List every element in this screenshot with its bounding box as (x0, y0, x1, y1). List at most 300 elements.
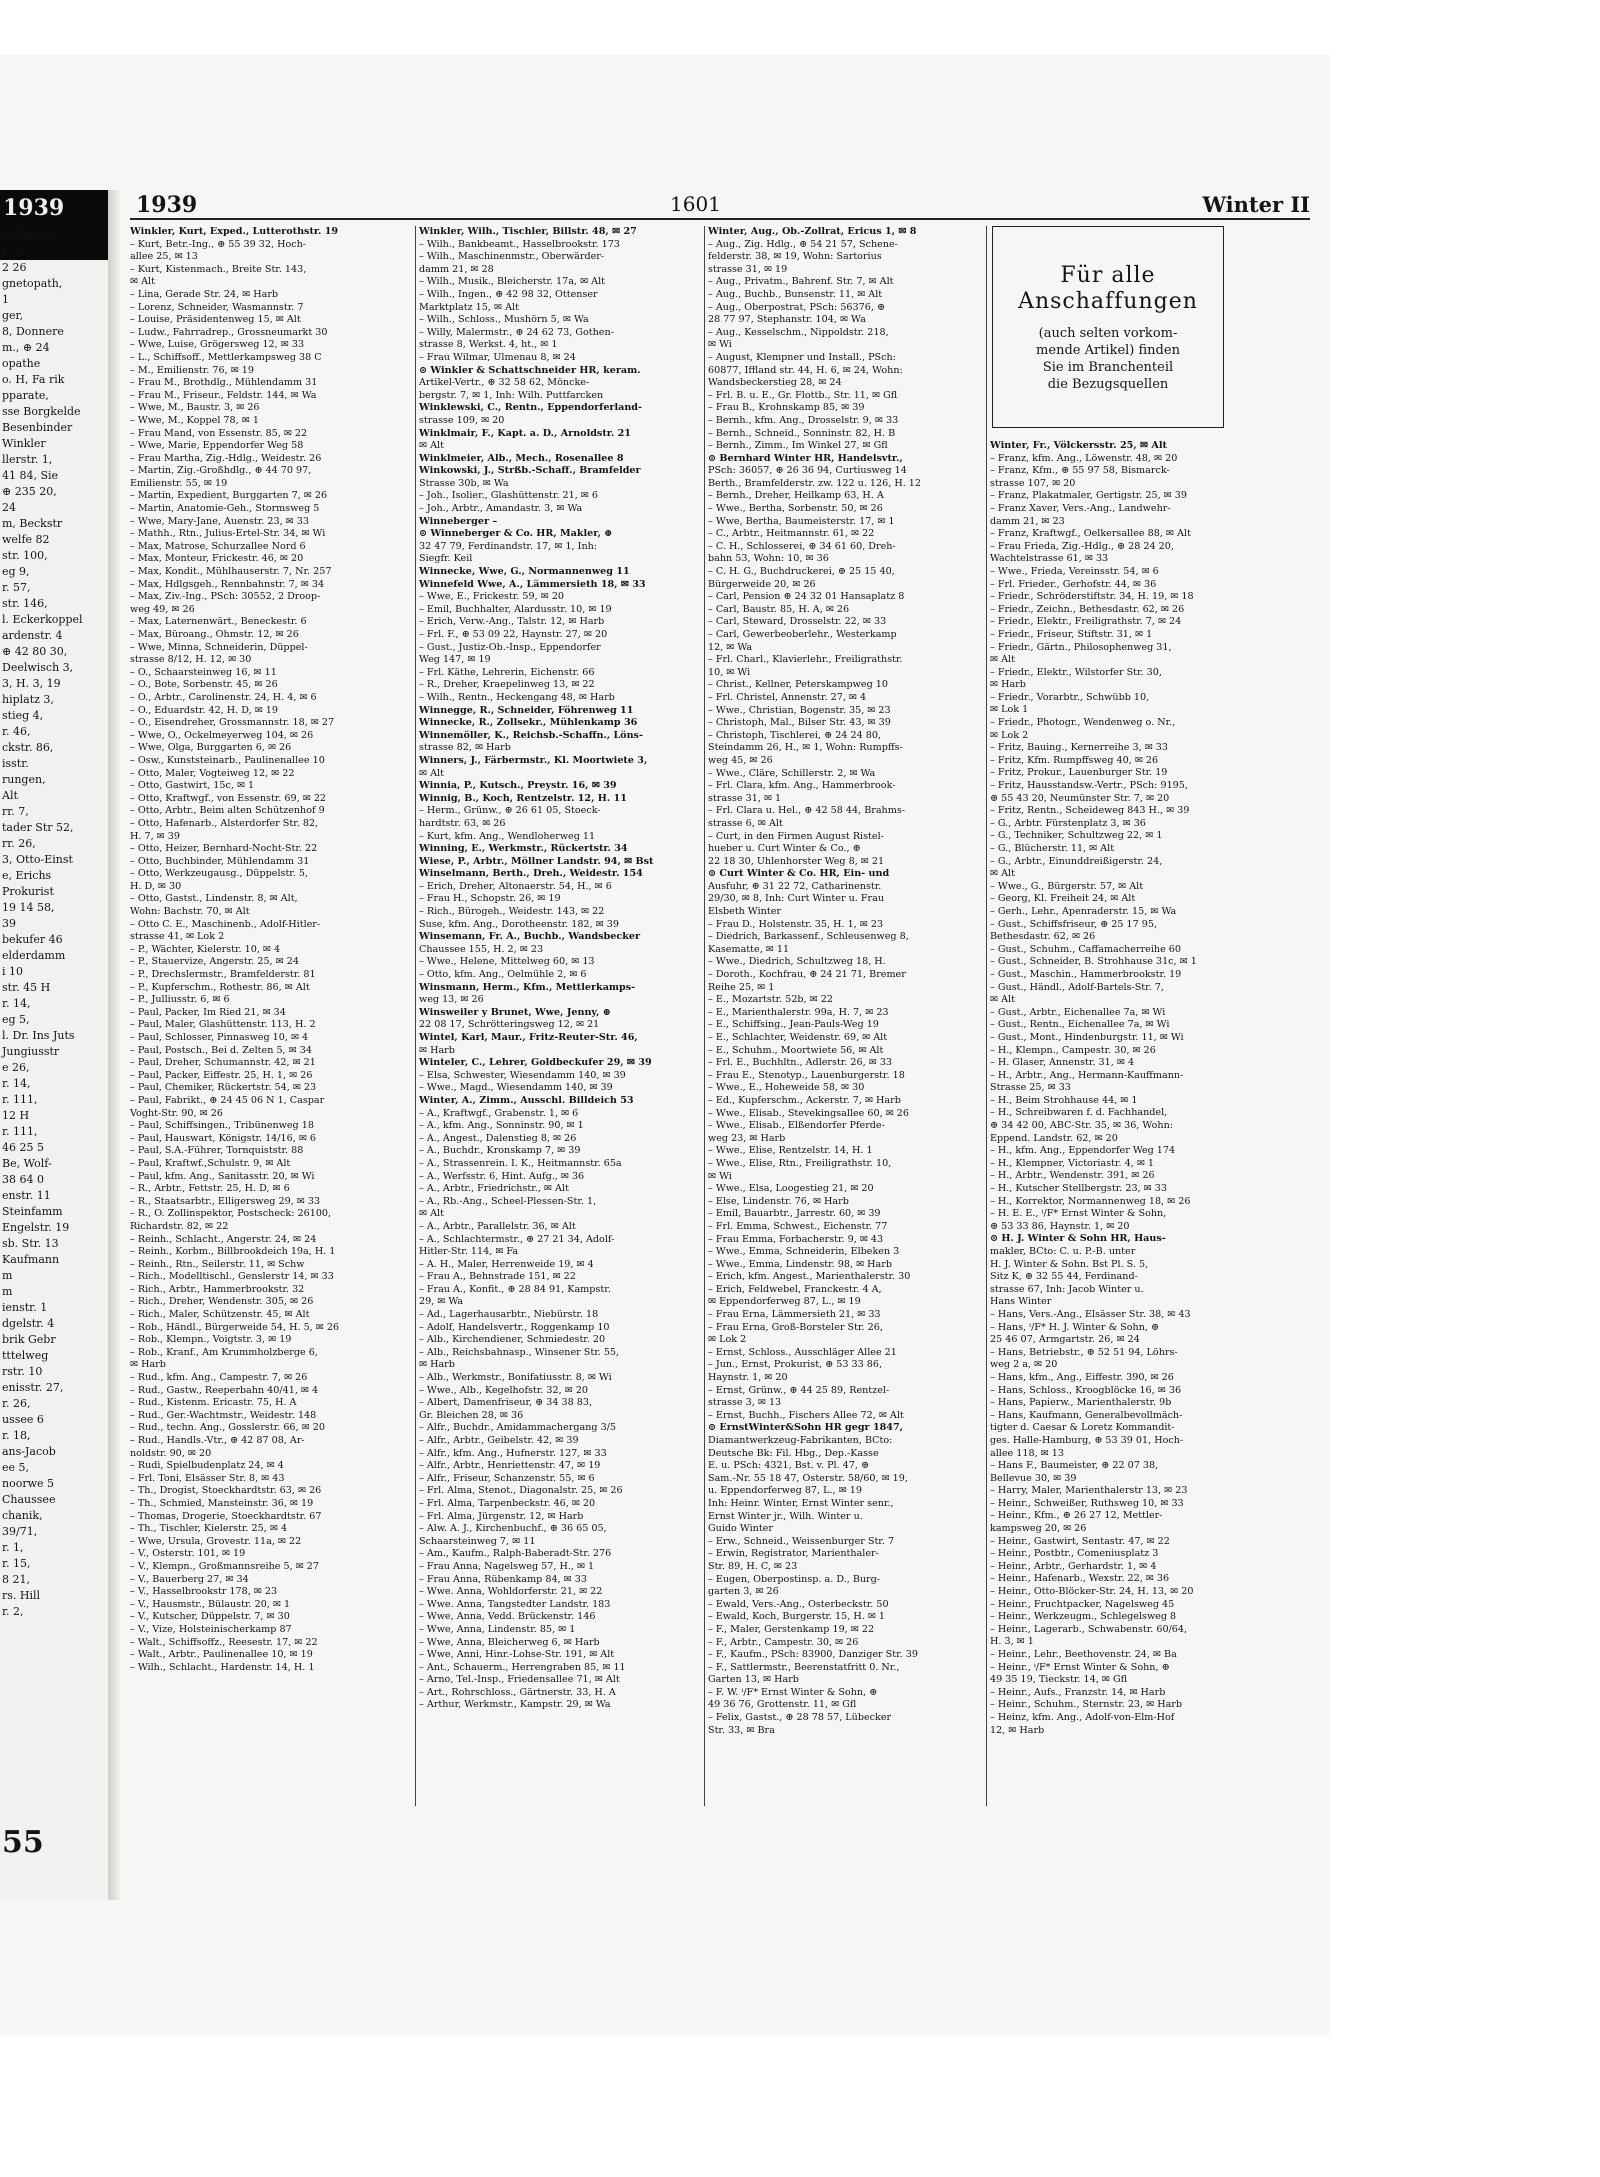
previous-page-line: m (2, 1285, 13, 1298)
directory-entry: – Max, Kondit., Mühlhauserstr. 7, Nr. 257 (130, 566, 332, 578)
directory-entry: – Wwe., Helene, Mittelweg 60, ✉ 13 (419, 956, 595, 968)
previous-page-line: tttelweg (2, 1349, 49, 1362)
directory-entry: Winteler, C., Lehrer, Goldbeckufer 29, ✉ 39 (419, 1057, 652, 1069)
directory-entry: – M., Emilienstr. 76, ✉ 19 (130, 364, 254, 376)
directory-entry: – Arno, Tel.-Insp., Friedensallee 71, ✉ Alt (419, 1674, 620, 1686)
directory-entry: – A., Strassenrein. I. K., Heitmannstr. 65a (419, 1157, 622, 1169)
directory-entry: – Christ., Kellner, Peterskampweg 10 (708, 679, 888, 691)
directory-entry: – Wwe., Emma, Schneiderin, Elbeken 3 (708, 1246, 900, 1258)
directory-entry: – Hans, Papierw., Marienthalerstr. 9b (990, 1397, 1172, 1409)
directory-entry: – P., Drechslermstr., Bramfelderstr. 81 (130, 969, 316, 981)
directory-entry: – Friedr., Vorarbtr., Schwübb 10, (990, 691, 1150, 703)
directory-entry: strasse 8/12, H. 12, ✉ 30 (130, 654, 252, 666)
directory-entry: – Louise, Präsidentenweg 15, ✉ Alt (130, 314, 301, 326)
directory-entry: – Frl. Käthe, Lehrerin, Eichenstr. 66 (419, 666, 595, 678)
directory-entry: 29/30, ✉ 8, Inh: Curt Winter u. Frau (708, 893, 885, 905)
previous-page-line: r. 26, (2, 1397, 31, 1410)
directory-entry: Marktplatz 15, ✉ Alt (419, 301, 519, 313)
previous-page-line: sb. Str. 13 (2, 1237, 59, 1250)
directory-entry: – H., Klempn., Campestr. 30, ✉ 26 (990, 1044, 1156, 1056)
directory-entry: – A., Rb.-Ang., Scheel-Plessen-Str. 1, (419, 1195, 597, 1207)
directory-entry: – Carl, Baustr. 85, H. A, ✉ 26 (708, 603, 850, 615)
directory-column-1 (130, 226, 412, 1806)
directory-entry: Strasse 30b, ✉ Wa (419, 477, 509, 489)
previous-page-line: 41 84, Sie (2, 469, 59, 482)
directory-entry: – F., Maler, Gerstenkamp 19, ✉ 22 (708, 1623, 875, 1635)
directory-entry: – Bernh., Zimm., Im Winkel 27, ✉ Gfl (708, 440, 888, 452)
directory-entry: – Heinr., Werkzeugm., Schlegelsweg 8 (990, 1611, 1177, 1623)
directory-entry: Winkler, Wilh., Tischler, Billstr. 48, ✉ 27 (419, 226, 637, 237)
directory-entry: Elsbeth Winter (708, 906, 781, 918)
directory-entry: – Hans, Kaufmann, Generalbevollmäch- (990, 1409, 1183, 1421)
directory-entry: – Friedr., Elektr., Freiligrathstr. 7, ✉ 24 (990, 616, 1182, 628)
directory-entry: – A., kfm. Ang., Sonninstr. 90, ✉ 1 (419, 1120, 584, 1132)
directory-entry: Winneberger – (419, 515, 498, 527)
directory-entry: – Frau Erna, Lämmersieth 21, ✉ 33 (708, 1309, 881, 1321)
directory-entry: Berth., Bramfelderstr. zw. 122 u. 126, H. 12 (708, 477, 922, 489)
directory-entry: – Otto, kfm. Ang., Oelmühle 2, ✉ 6 (419, 969, 587, 981)
directory-entry: – Rob., Klempn., Voigtstr. 3, ✉ 19 (130, 1334, 292, 1346)
directory-entry: – P., Stauervize, Angerstr. 25, ✉ 24 (130, 956, 299, 968)
previous-page-line: r. 46, (2, 725, 31, 738)
directory-entry: – Frau E., Stenotyp., Lauenburgerstr. 18 (708, 1069, 905, 1081)
previous-page-line: ⊕ 235 20, (2, 485, 57, 498)
previous-page-line: eg 9, (2, 565, 30, 578)
directory-entry: – Heinr., Otto-Blöcker-Str. 24, H. 13, ✉ 20 (990, 1586, 1194, 1598)
directory-entry: – Wwe., Elisab., Stevekingsallee 60, ✉ 26 (708, 1107, 910, 1119)
previous-page-line: 12 H (2, 1109, 30, 1122)
previous-page-line: l. Dr. Ins Juts (2, 1029, 75, 1042)
directory-entry: – C., Arbtr., Heitmannstr. 61, ✉ 22 (708, 528, 875, 540)
directory-entry: – G., Blücherstr. 11, ✉ Alt (990, 843, 1115, 854)
directory-entry: 12, ✉ Wa (708, 641, 753, 653)
directory-entry: Winselmann, Berth., Dreh., Weidestr. 154 (419, 868, 643, 880)
directory-entry: – Wilh., Musik., Bleicherstr. 17a, ✉ Alt (419, 276, 606, 288)
previous-page-line: tader Str 52, (2, 821, 74, 834)
previous-page-line: eg 5, (2, 1013, 30, 1026)
directory-entry: Winsemann, Fr. A., Buchb., Wandsbecker (419, 931, 641, 943)
directory-entry: – Lina, Gerade Str. 24, ✉ Harb (130, 288, 279, 300)
directory-entry: – Paul, Packer, Eiffestr. 25, H. 1, ✉ 26 (130, 1069, 313, 1081)
directory-entry: – Frau H., Schopstr. 26, ✉ 19 (419, 893, 561, 905)
directory-entry: Winter, A., Zimm., Ausschl. Billdeich 53 (419, 1094, 634, 1106)
directory-entry: 28 77 97, Stephanstr. 104, ✉ Wa (708, 314, 866, 326)
directory-entry: – H., kfm. Ang., Eppendorfer Weg 174 (990, 1145, 1176, 1157)
directory-entry: – Willy, Malermstr., ⊕ 24 62 73, Gothen- (419, 326, 614, 338)
directory-entry: ✉ Lok 2 (990, 729, 1029, 741)
directory-entry: – Wwe., G., Bürgerstr. 57, ✉ Alt (990, 880, 1144, 892)
previous-page-line: m., ⊕ 24 (2, 341, 50, 354)
directory-entry: – Alb., Reichsbahnasp., Winsener Str. 55, (419, 1346, 620, 1358)
directory-entry: – Friedr., Photogr., Wendenweg o. Nr., (990, 717, 1176, 729)
previous-page-line: 2 26 (2, 261, 27, 274)
previous-page-line: str. 45 H (2, 981, 51, 994)
directory-entry: tigter d. Caesar & Loretz Kommandit- (990, 1422, 1175, 1434)
column-divider (415, 226, 416, 1806)
directory-entry: Str. 89, H. C, ✉ 23 (708, 1560, 798, 1572)
directory-entry: – Friedr., Schröderstiftstr. 34, H. 19, ✉ 18 (990, 591, 1194, 603)
directory-entry: – O., Eisendreher, Grossmannstr. 18, ✉ 27 (130, 717, 335, 729)
directory-entry: – Osw., Kunststeinarb., Paulinenallee 10 (130, 754, 325, 766)
previous-page-line: m, Beckstr (2, 517, 63, 530)
directory-entry: – Wilh., Ingen., ⊕ 42 98 32, Ottenser (419, 288, 598, 300)
directory-entry: – Hans, Betriebstr., ⊕ 52 51 94, Löhrs- (990, 1346, 1178, 1358)
directory-entry: – V., Klempn., Großmannsreihe 5, ✉ 27 (130, 1560, 319, 1572)
directory-entry: – Kurt, Kistenmach., Breite Str. 143, (130, 263, 307, 275)
directory-entry: ✉ Wi (708, 339, 732, 351)
directory-entry: – Wwe., Christian, Bogenstr. 35, ✉ 23 (708, 704, 891, 716)
directory-entry: Wohn: Bachstr. 70, ✉ Alt (130, 906, 250, 918)
previous-page-line: Alt (2, 789, 18, 802)
directory-entry: – Wwe., Elsa, Loogestieg 21, ✉ 20 (708, 1183, 874, 1195)
directory-entry: – Wwe., Diedrich, Schultzweg 18, H. (708, 956, 886, 968)
previous-page-line: r. 18, (2, 1429, 31, 1442)
directory-entry: – Paul, Dreher, Schumannstr. 42, ✉ 21 (130, 1057, 316, 1069)
directory-entry: ⊙ H. J. Winter & Sohn HR, Haus- (990, 1233, 1166, 1245)
directory-entry: – Joh., Isolier., Glashüttenstr. 21, ✉ 6 (419, 490, 598, 502)
directory-entry: Deutsche Bk: Fil. Hbg., Dep.-Kasse (708, 1447, 879, 1459)
directory-entry: strasse 41, ✉ Lok 2 (130, 931, 225, 943)
directory-entry: – Alfr., Arbtr., Henriettenstr. 47, ✉ 19 (419, 1460, 601, 1472)
directory-entry: – Frl. Christel, Annenstr. 27, ✉ 4 (708, 691, 867, 703)
directory-entry: – Otto, Gastwirt, 15c, ✉ 1 (130, 780, 255, 792)
previous-page-line: l. Eckerkoppel (2, 613, 83, 626)
directory-entry: Sitz K, ⊕ 32 55 44, Ferdinand- (990, 1271, 1138, 1283)
directory-entry: – Heinr., Schuhm., Sternstr. 23, ✉ Harb (990, 1699, 1183, 1711)
directory-entry: – Wilh., Maschinenmstr., Oberwärder- (419, 251, 605, 263)
directory-entry: – Friedr., Elektr., Wilstorfer Str. 30, (990, 666, 1162, 678)
directory-entry: – Albert, Damenfriseur, ⊕ 34 38 83, (419, 1397, 593, 1409)
directory-entry: Gr. Bleichen 28, ✉ 36 (419, 1409, 524, 1421)
directory-entry: – Else, Lindenstr. 76, ✉ Harb (708, 1195, 849, 1207)
advert-title-line: Anschaffungen (1018, 289, 1198, 314)
directory-entry: – Martin, Anatomie-Geh., Stormsweg 5 (130, 503, 320, 515)
directory-entry: Str. 33, ✉ Bra (708, 1724, 775, 1736)
directory-entry: – Paul, Kraftwf.,Schulstr. 9, ✉ Alt (130, 1157, 291, 1169)
directory-entry: – Frau A., Behnstrade 151, ✉ 22 (419, 1271, 576, 1283)
directory-entry: Garten 13, ✉ Harb (708, 1674, 799, 1686)
previous-page-line: rungen, (2, 773, 46, 786)
directory-entry: – Max, Matrose, Schurzallee Nord 6 (130, 540, 306, 552)
directory-entry: ⊙ Winkler & Schattschneider HR, keram. (419, 364, 641, 376)
directory-entry: – Th., Drogist, Stoeckhardtstr. 63, ✉ 26 (130, 1485, 322, 1497)
previous-page-line: r. 5c, (2, 245, 30, 258)
header-year: 1939 (136, 192, 198, 218)
directory-entry: Winter, Aug., Ob.-Zollrat, Ericus 1, ✉ 8 (708, 226, 917, 237)
directory-entry: – Alw. A. J., Kirchenbuchf., ⊕ 36 65 05, (419, 1523, 607, 1535)
directory-entry: ✉ Alt (990, 868, 1015, 880)
directory-entry: Wintel, Karl, Maur., Fritz-Reuter-Str. 46, (419, 1032, 638, 1043)
directory-entry: – A., Angest., Dalenstieg 8, ✉ 26 (419, 1132, 577, 1144)
previous-page-line: r. 14, (2, 1077, 31, 1090)
directory-entry: – Mathh., Rtn., Julius-Ertel-Str. 34, ✉ Wi (130, 528, 326, 540)
directory-entry: – Frl. Frieder., Gerhofstr. 44, ✉ 36 (990, 578, 1157, 590)
directory-entry: – Rob., Händl., Bürgerweide 54, H. 5, ✉ 26 (130, 1321, 340, 1333)
previous-page-line: r. 15, (2, 1557, 31, 1570)
directory-entry: – Otto, Kraftwgf., von Essenstr. 69, ✉ 22 (130, 792, 327, 804)
directory-entry: – Rich., Bürogeh., Weidestr. 143, ✉ 22 (419, 906, 605, 918)
directory-entry: – Frau B., Krohnskamp 85, ✉ 39 (708, 402, 865, 414)
directory-entry: – Franz Xaver, Vers.-Ang., Landwehr- (990, 502, 1171, 514)
directory-entry: ⊕ 53 33 86, Haynstr. 1, ✉ 20 (990, 1220, 1130, 1232)
directory-entry: – Otto, Maler, Vogteiweg 12, ✉ 22 (130, 767, 295, 779)
directory-entry: – Heinz, kfm. Ang., Adolf-von-Elm-Hof (990, 1711, 1175, 1723)
directory-entry: – Adolf, Handelsvertr., Roggenkamp 10 (419, 1321, 610, 1333)
directory-entry: – Erich, kfm. Angest., Marienthalerstr. 30 (708, 1271, 911, 1283)
previous-page-line: 3, Otto-Einst (2, 853, 73, 866)
previous-page-line: 38 64 0 (2, 1173, 44, 1186)
directory-entry: – Max, Hdlgsgeh., Rennbahnstr. 7, ✉ 34 (130, 578, 325, 590)
directory-entry: – Frau M., Brothdlg., Mühlendamm 31 (130, 377, 318, 389)
directory-entry: – Rich., Dreher, Wendenstr. 305, ✉ 26 (130, 1296, 314, 1308)
previous-page-line: brik Gebr (2, 1333, 56, 1346)
directory-entry: – Elsa, Schwester, Wiesendamm 140, ✉ 39 (419, 1069, 626, 1081)
directory-entry: – Reinh., Korbm., Billbrookdeich 19a, H. 1 (130, 1246, 336, 1258)
directory-entry: – Carl, Gewerbeoberlehr., Westerkamp (708, 629, 897, 640)
previous-page-line: ee 5, (2, 1461, 30, 1474)
advert-box (992, 226, 1224, 428)
directory-entry: – Ant., Schauerm., Herrengraben 85, ✉ 11 (419, 1661, 626, 1673)
directory-entry: – Rich., Maler, Schützenstr. 45, ✉ Alt (130, 1309, 310, 1321)
directory-entry: – V., Hasselbrookstr 178, ✉ 23 (130, 1586, 278, 1598)
previous-page-line: e, Erichs (2, 869, 52, 882)
directory-entry: – Gust., Maschin., Hammerbrookstr. 19 (990, 968, 1182, 980)
directory-entry: – Walt., Arbtr., Paulinenallee 10, ✉ 19 (130, 1649, 313, 1661)
directory-entry: – Otto, Heizer, Bernhard-Nocht-Str. 22 (130, 843, 318, 855)
directory-entry: – H. E. E., ⁱ/F* Ernst Winter & Sohn, (990, 1208, 1167, 1220)
previous-page-line: llerstr. 1, (2, 453, 53, 466)
directory-entry: – Frl. Toni, Elsässer Str. 8, ✉ 43 (130, 1472, 285, 1484)
page-gutter (108, 190, 120, 1900)
directory-entry: ✉ Alt (990, 994, 1015, 1006)
directory-entry: – Frau Frieda, Zig.-Hdlg., ⊕ 28 24 20, (990, 540, 1174, 552)
directory-entry: – Wwe, M., Baustr. 3, ✉ 26 (130, 402, 260, 414)
directory-entry: – V., Osterstr. 101, ✉ 19 (130, 1548, 246, 1560)
directory-entry: Winnecke, R., Zollsekr., Mühlenkamp 36 (419, 717, 638, 729)
directory-entry: ges. Halle-Hamburg, ⊕ 53 39 01, Hoch- (990, 1434, 1184, 1446)
directory-entry: – Ad., Lagerhausarbtr., Niebürstr. 18 (419, 1309, 599, 1321)
directory-entry: – Wwe, Bertha, Baumeisterstr. 17, ✉ 1 (708, 515, 895, 527)
directory-entry: – Martin, Expedient, Burggarten 7, ✉ 26 (130, 490, 328, 502)
previous-page-line: enisstr. 27, (2, 1381, 64, 1394)
directory-entry: – V., Bauerberg 27, ✉ 34 (130, 1573, 249, 1585)
directory-entry: Weg 147, ✉ 19 (419, 654, 491, 666)
directory-entry: – Fritz, Kfm. Rumpffsweg 40, ✉ 26 (990, 754, 1159, 766)
directory-entry: – Emil, Bauarbtr., Jarrestr. 60, ✉ 39 (708, 1208, 881, 1220)
directory-entry: – Fritz, Prokur., Lauenburger Str. 19 (990, 767, 1168, 779)
directory-entry: Steindamm 26, H., ✉ 1, Wohn: Rumpffs- (708, 742, 903, 754)
directory-entry: – Paul, Fabrikt., ⊕ 24 45 06 N 1, Caspar (130, 1094, 325, 1106)
directory-entry: – Wwe., E., Hoheweide 58, ✉ 30 (708, 1082, 865, 1094)
directory-entry: – Paul, Chemiker, Rückertstr. 54, ✉ 23 (130, 1082, 317, 1094)
previous-page-line: ckstr. 86, (2, 741, 54, 754)
directory-entry: H. D, ✉ 30 (130, 880, 182, 892)
previous-page-line: ienstr. 1 (2, 1301, 48, 1314)
directory-entry: Strasse 25, ✉ 33 (990, 1082, 1071, 1094)
directory-entry: – Alfr., kfm. Ang., Hufnerstr. 127, ✉ 33 (419, 1447, 607, 1459)
directory-entry: – Heinr., Arbtr., Gerhardstr. 1, ✉ 4 (990, 1560, 1157, 1572)
directory-entry: – H., Arbtr., Wendenstr. 391, ✉ 26 (990, 1170, 1155, 1182)
directory-entry: Suse, kfm. Ang., Dorotheenstr. 182, ✉ 39 (419, 918, 619, 930)
directory-entry: – Rud., techn. Ang., Gosslerstr. 66, ✉ 20 (130, 1422, 325, 1434)
directory-entry: Guido Winter (708, 1523, 773, 1535)
directory-entry: Emilienstr. 55, ✉ 19 (130, 477, 228, 489)
directory-entry: – H., Kutscher Stellbergstr. 23, ✉ 33 (990, 1183, 1167, 1195)
directory-entry: ✉ Lok 2 (708, 1334, 747, 1346)
directory-entry: – Paul, kfm. Ang., Sanitasstr. 20, ✉ Wi (130, 1170, 315, 1182)
directory-entry: – Wwe, O., Ockelmeyerweg 104, ✉ 26 (130, 729, 314, 741)
directory-entry: 29, ✉ Wa (419, 1296, 464, 1308)
directory-entry: – H., Schreibwaren f. d. Fachhandel, (990, 1107, 1168, 1119)
directory-entry: – Bernh., Dreher, Heilkamp 63, H. A (708, 490, 884, 502)
directory-entry: – Erich, Feldwebel, Franckestr. 4 A, (708, 1283, 882, 1295)
directory-entry: – Ewald, Vers.-Ang., Osterbeckstr. 50 (708, 1598, 889, 1610)
previous-page-line: ⊕ 42 80 30, (2, 645, 68, 658)
directory-entry: 60877, Iffland str. 44, H. 6, ✉ 24, Wohn: (708, 364, 903, 376)
directory-entry: – Ernst, Buchh., Fischers Allee 72, ✉ Alt (708, 1409, 904, 1421)
directory-entry: – Fritz, Hausstandsw.-Vertr., PSch: 9195, (990, 780, 1188, 792)
directory-entry: hardtstr. 63, ✉ 26 (419, 817, 506, 829)
directory-entry: – Rud., Handls.-Vtr., ⊕ 42 87 08, Ar- (130, 1435, 305, 1446)
previous-page-line: r. 111, (2, 1125, 38, 1138)
directory-entry: Wiese, P., Arbtr., Möllner Landstr. 94, ✉ Bst (419, 855, 654, 867)
directory-entry: – Ernst, Schloss., Ausschläger Allee 21 (708, 1346, 897, 1358)
previous-page-line: sse Borgkelde (2, 405, 81, 418)
directory-entry: – Ewald, Koch, Burgerstr. 15, H. ✉ 1 (708, 1611, 886, 1623)
directory-entry: – A., Arbtr., Parallelstr. 36, ✉ Alt (419, 1220, 576, 1232)
previous-page-line: opathe (2, 357, 41, 370)
directory-entry: 22 08 17, Schrötteringsweg 12, ✉ 21 (419, 1019, 600, 1031)
directory-entry: – Rud., Kistenm. Ericastr. 75, H. A (130, 1397, 297, 1409)
directory-entry: strasse 31, ✉ 1 (708, 792, 782, 804)
directory-entry: – Gust., Justiz-Ob.-Insp., Eppendorfer (419, 641, 601, 653)
directory-entry: – Wilh., Schloss., Mushörn 5, ✉ Wa (419, 314, 589, 326)
directory-entry: – P., Julliusstr. 6, ✉ 6 (130, 994, 230, 1006)
directory-entry: ✉ Eppendorferweg 87, L., ✉ 19 (708, 1296, 861, 1308)
directory-entry: – Felix, Gastst., ⊕ 28 78 57, Lübecker (708, 1712, 892, 1724)
directory-entry: – V., Vize, Holsteinischerkamp 87 (130, 1623, 292, 1635)
directory-entry: – Herm., Grünw., ⊕ 26 61 05, Stoeck- (419, 805, 601, 817)
directory-entry: – Thomas, Drogerie, Stoeckhardtstr. 67 (130, 1510, 322, 1522)
directory-entry: – R., Arbtr., Fettstr. 25, H. D, ✉ 6 (130, 1183, 290, 1195)
directory-entry: – Joh., Arbtr., Amandastr. 3, ✉ Wa (419, 503, 583, 515)
previous-page-year: 1939 (3, 195, 65, 221)
previous-page-line: r. 57, (2, 581, 31, 594)
directory-entry: Reihe 25, ✉ 1 (708, 981, 775, 993)
directory-entry: – Frl. Alma, Stenot., Diagonalstr. 25, ✉ 26 (419, 1485, 623, 1497)
directory-entry: Ernst Winter jr., Wilh. Winter u. (708, 1510, 863, 1522)
previous-page-line: Be, Wolf- (2, 1157, 52, 1170)
previous-page-line: 46 25 5 (2, 1141, 44, 1154)
directory-entry: – C. H., Schlosserei, ⊕ 34 61 60, Dreh- (708, 540, 896, 552)
directory-entry: ✉ Harb (419, 1044, 455, 1056)
directory-entry: – H., Klempner, Victoriastr. 4, ✉ 1 (990, 1157, 1155, 1169)
directory-entry: weg 23, ✉ Harb (708, 1132, 786, 1144)
directory-entry: – Frl. Clara, kfm. Ang., Hammerbrook- (708, 780, 896, 792)
directory-entry: makler, BCto: C. u. P.-B. unter (990, 1246, 1136, 1257)
directory-entry: Artikel-Vertr., ⊕ 32 58 62, Mönckе- (419, 377, 590, 389)
directory-entry: – Franz, kfm. Ang., Löwenstr. 48, ✉ 20 (990, 452, 1178, 464)
directory-entry: – Friedr., Zeichn., Bethesdastr. 62, ✉ 26 (990, 603, 1185, 615)
previous-page-line: str. 146, (2, 597, 48, 610)
directory-entry: – Alfr., Friseur, Schanzenstr. 55, ✉ 6 (419, 1472, 595, 1484)
directory-column-2 (419, 226, 701, 1806)
directory-entry: – Rud., Gastw., Reeperbahn 40/41, ✉ 4 (130, 1384, 319, 1396)
directory-entry: – Frl. Charl., Klavierlehr., Freiligrathstr. (708, 654, 903, 666)
previous-page-line: 3, H. 3, 19 (2, 677, 61, 690)
directory-entry: weg 49, ✉ 26 (130, 603, 195, 615)
section-title: Winter II (1202, 192, 1310, 217)
header-rule (130, 218, 1310, 220)
directory-entry: – Heinr., Schweißer, Ruthsweg 10, ✉ 33 (990, 1497, 1184, 1509)
directory-entry: Winkler, Kurt, Exped., Lutterothstr. 19 (130, 226, 339, 237)
directory-entry: – Aug., Oberpostrat, PSch: 56376, ⊕ (708, 301, 885, 313)
directory-entry: – Alfr., Buchdr., Amidammachergang 3/5 (419, 1422, 617, 1434)
directory-entry: – Wwe, E., Frickestr. 59, ✉ 20 (419, 591, 565, 603)
directory-entry: – Wwe., Elisab., Elßendorfer Pferde- (708, 1120, 885, 1132)
advert-title-line: Für alle (1060, 263, 1156, 288)
directory-entry: Bellevue 30, ✉ 39 (990, 1472, 1077, 1484)
directory-entry: – Frau M., Friseur., Feldstr. 144, ✉ Wa (130, 389, 317, 401)
directory-entry: hueber u. Curt Winter & Co., ⊕ (708, 843, 861, 855)
directory-entry: – Th., Schmied, Mansteinstr. 36, ✉ 19 (130, 1497, 314, 1509)
page-number: 1601 (670, 192, 721, 216)
previous-page-line: stieg 4, (2, 709, 44, 722)
directory-entry: – Otto, Werkzeugausg., Düppelstr. 5, (130, 868, 309, 880)
directory-entry: 22 18 30, Uhlenhorster Weg 8, ✉ 21 (708, 855, 885, 867)
directory-entry: – Heinr., Kfm., ⊕ 26 27 12, Mettler- (990, 1510, 1163, 1522)
directory-entry: – Wwe., Elise, Rtn., Freiligrathstr. 10, (708, 1157, 892, 1169)
directory-entry: – Carl, Steward, Drosselstr. 22, ✉ 33 (708, 616, 887, 628)
directory-entry: Hans Winter (990, 1296, 1052, 1308)
directory-entry: ✉ Lok 1 (990, 704, 1029, 716)
directory-entry: – Aug., Privatm., Bahrenf. Str. 7, ✉ Alt (708, 276, 894, 288)
previous-page-line: elderdamm (2, 949, 66, 962)
directory-entry: – Georg, Kl. Freiheit 24, ✉ Alt (990, 893, 1136, 905)
directory-entry: – A., Arbtr., Friedrichstr., ✉ Alt (419, 1183, 569, 1195)
directory-entry: – Doroth., Kochfrau, ⊕ 24 21 71, Bremer (708, 969, 906, 981)
directory-entry: – Frl. Alma, Jürgenstr. 12, ✉ Harb (419, 1510, 584, 1522)
directory-entry: – Friedr., Friseur, Stiftstr. 31, ✉ 1 (990, 628, 1153, 640)
directory-entry: – E., Schlachter, Weidenstr. 69, ✉ Alt (708, 1032, 888, 1043)
directory-entry: – Aug., Zig. Hdlg., ⊕ 54 21 57, Schene- (708, 238, 898, 250)
directory-entry: ⊙ ErnstWinter&Sohn HR gegr 1847, (708, 1422, 903, 1434)
directory-entry: – Gust., Schiffsfriseur, ⊕ 25 17 95, (990, 918, 1158, 930)
directory-entry: ✉ Harb (990, 679, 1026, 691)
directory-entry: – Christoph, Tischlerei, ⊕ 24 24 80, (708, 729, 881, 741)
directory-entry: felderstr. 38, ✉ 19, Wohn: Sartorius (708, 251, 882, 263)
directory-entry: Winsweiler y Brunet, Wwe, Jenny, ⊕ (419, 1006, 611, 1018)
directory-entry: Bethesdastr. 62, ✉ 26 (990, 931, 1096, 943)
directory-entry: – Otto, Buchbinder, Mühlendamm 31 (130, 855, 310, 867)
directory-entry: Winnegge, R., Schneider, Föhrenweg 11 (419, 704, 634, 716)
directory-entry: – Frau Mand, von Essenstr. 85, ✉ 22 (130, 427, 308, 439)
directory-entry: – Franz, Plakatmaler, Gertigstr. 25, ✉ 39 (990, 490, 1187, 502)
directory-entry: – Otto, Gastst., Lindenstr. 8, ✉ Alt, (130, 893, 298, 905)
directory-entry: Winnemöller, K., Reichsb.-Schaffn., Löns- (419, 729, 643, 741)
directory-entry: Schaarsteinweg 7, ✉ 11 (419, 1535, 536, 1547)
previous-page-line: Winkler (2, 437, 46, 450)
previous-page-line: welfe 82 (2, 533, 50, 546)
directory-entry: damm 21, ✉ 23 (990, 515, 1065, 527)
directory-entry: Inh: Heinr. Winter, Ernst Winter senr., (708, 1497, 894, 1509)
directory-entry: – Max, Büroang., Ohmstr. 12, ✉ 26 (130, 629, 299, 640)
directory-entry: Winnefeld Wwe, A., Lämmersieth 18, ✉ 33 (419, 578, 646, 590)
directory-entry: – R., Dreher, Kraepelinweg 13, ✉ 22 (419, 679, 595, 691)
previous-page-line: ans-Jacob (2, 1445, 56, 1458)
directory-entry: – Paul, Packer, Im Ried 21, ✉ 34 (130, 1006, 286, 1018)
previous-page-edge (0, 190, 110, 1900)
